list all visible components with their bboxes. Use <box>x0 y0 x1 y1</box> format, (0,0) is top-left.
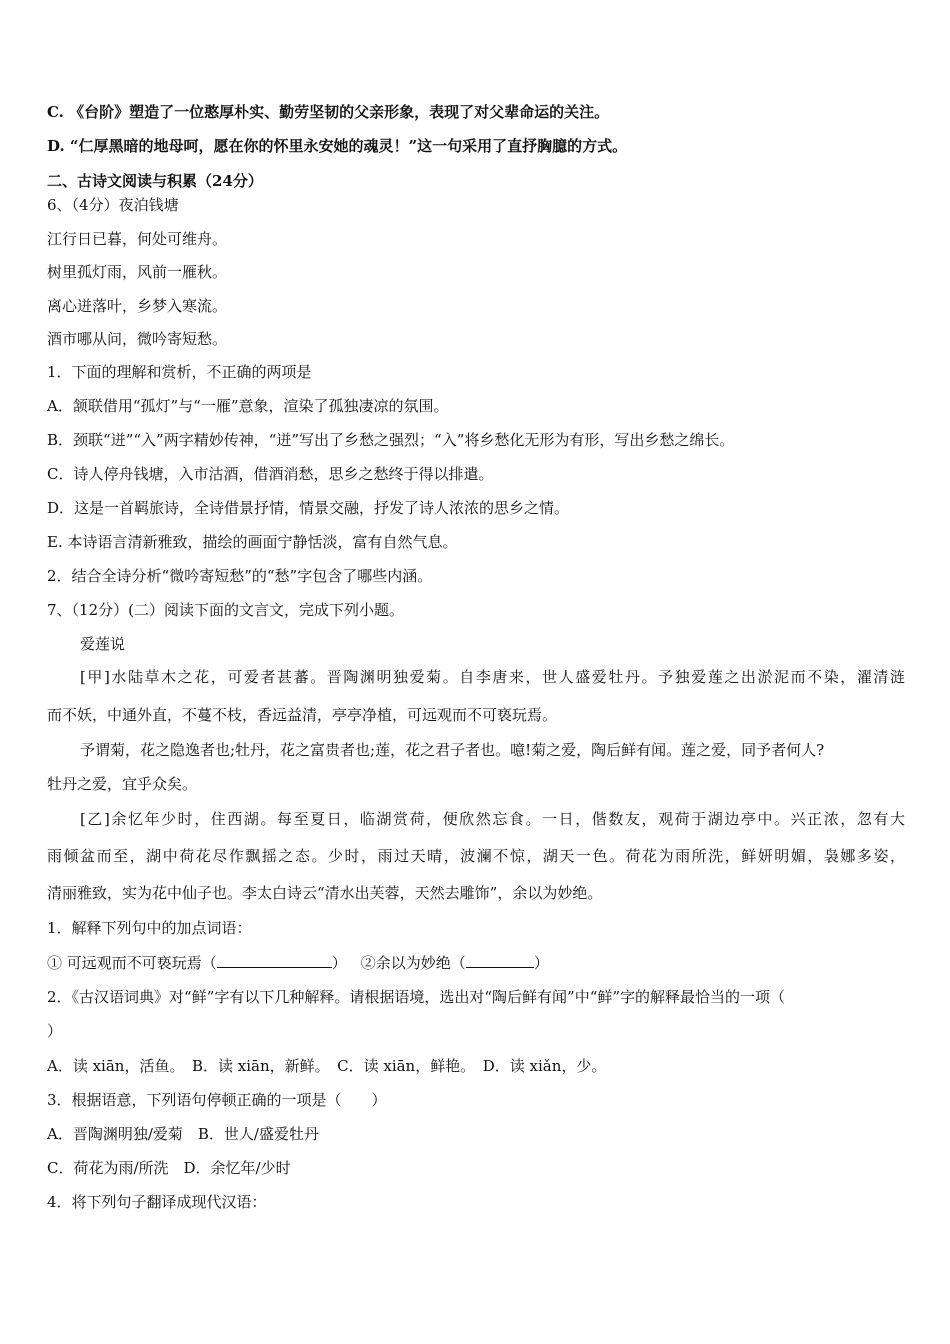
q7-sub1: 1．解释下列句中的加点词语： <box>47 919 252 937</box>
passage-yi-line-2: 雨倾盆而至，湖中荷花尽作飘摇之态。少时，雨过天晴，波澜不惊，湖天一色。荷花为雨所洗，鲜妍明媚，袅娜多姿， <box>47 847 905 865</box>
q6-option-d: D．这是一首羁旅诗，全诗借景抒情，情景交融，抒发了诗人浓浓的思乡之情。 <box>47 499 570 517</box>
option-c-line: C. 《台阶》塑造了一位憨厚朴实、勤劳坚韧的父亲形象，表现了对父辈命运的关注。 <box>47 103 610 121</box>
passage-jia-line-1: [甲]水陆草木之花，可爱者甚蕃。晋陶渊明独爱菊。自李唐来，世人盛爱牡丹。予独爱莲之出淤泥而不染，濯清涟 <box>80 668 905 686</box>
q6-option-e: E. 本诗语言清新雅致，描绘的画面宁静恬淡，富有自然气息。 <box>47 533 458 551</box>
q6-sub1: 1．下面的理解和赏析，不正确的两项是 <box>47 363 312 381</box>
q7-sub1-items <box>47 951 549 973</box>
q7-sub3-options-2: C．荷花为雨/所洗 D．余忆年/少时 <box>47 1159 291 1177</box>
passage-yi-line-3: 清丽雅致，实为花中仙子也。李太白诗云“清水出芙蓉，天然去雕饰”，余以为妙绝。 <box>47 884 603 902</box>
q7-sub2-options: A．读 xiān，活鱼。 B．读 xiān，新鲜。 C．读 xiān，鲜艳。 D．读 xiǎn，少。 <box>47 1057 607 1075</box>
q7-sub3-options-1: A．晋陶渊明独/爱菊 B．世人/盛爱牡丹 <box>47 1125 319 1143</box>
passage-yi-line-1: [乙]余忆年少时，住西湖。每至夏日，临湖赏荷，便欣然忘食。一日，偕数友，观荷于湖边亭中。兴正浓，忽有大 <box>80 810 905 828</box>
q7-sub1-a: ① 可远观而不可亵玩焉（ <box>47 954 217 972</box>
passage-jia-line-4: 牡丹之爱，宜乎众矣。 <box>47 775 198 793</box>
poem-line-3: 离心迸落叶，乡梦入寒流。 <box>47 297 228 315</box>
q6-option-c: C．诗人停舟钱塘，入市沽酒，借酒消愁，思乡之愁终于得以排遣。 <box>47 465 494 483</box>
section-heading: 二、古诗文阅读与积累（24分） <box>47 172 263 190</box>
question-7-title: 7、（12分）(二）阅读下面的文言文，完成下列小题。 <box>47 601 404 619</box>
passage-jia-line-3: 予谓菊，花之隐逸者也;牡丹，花之富贵者也;莲，花之君子者也。噫!菊之爱，陶后鲜有闻。莲之爱，同予者何人? <box>80 741 825 759</box>
answer-blank-1[interactable] <box>217 951 332 968</box>
q7-sub1-b: ②余以为妙绝（ <box>360 954 466 972</box>
passage-jia-line-2: 而不妖，中通外直，不蔓不枝，香远益清，亭亭净植，可远观而不可亵玩焉。 <box>47 706 558 724</box>
essay-title: 爱莲说 <box>80 635 126 653</box>
poem-line-2: 树里孤灯雨，风前一雁秋。 <box>47 263 228 281</box>
poem-line-4: 酒市哪从问，微吟寄短愁。 <box>47 330 228 348</box>
q6-option-b: B．颈联“迸”“入”两字精妙传神，“迸”写出了乡愁之强烈；“入”将乡愁化无形为有形，写出乡愁之绵长。 <box>47 431 735 449</box>
q7-sub3: 3．根据语意，下列语句停顿正确的一项是（ ） <box>47 1091 387 1109</box>
q7-sub1-b-close: ） <box>533 954 549 972</box>
q7-sub1-a-close: ） <box>331 954 347 972</box>
q6-option-a: A．颔联借用“孤灯”与“一雁”意象，渲染了孤独凄凉的氛围。 <box>47 397 449 415</box>
question-6-title: 6、（4分）夜泊钱塘 <box>47 196 179 214</box>
option-d-line: D. “仁厚黑暗的地母呵，愿在你的怀里永安她的魂灵！”这一句采用了直抒胸臆的方式。 <box>47 137 628 155</box>
q7-sub2-line-1: 2．《古汉语词典》对“鲜”字有以下几种解释。请根据语境，选出对“陶后鲜有闻”中“鲜”字的解释最恰当的一项（ <box>47 988 786 1006</box>
q6-sub2: 2．结合全诗分析“微吟寄短愁”的“愁”字包含了哪些内涵。 <box>47 567 433 585</box>
q7-sub4: 4．将下列句子翻译成现代汉语： <box>47 1193 267 1211</box>
poem-line-1: 江行日已暮，何处可维舟。 <box>47 230 228 248</box>
q7-sub2-line-2: ） <box>47 1022 63 1040</box>
answer-blank-2[interactable] <box>466 951 534 968</box>
